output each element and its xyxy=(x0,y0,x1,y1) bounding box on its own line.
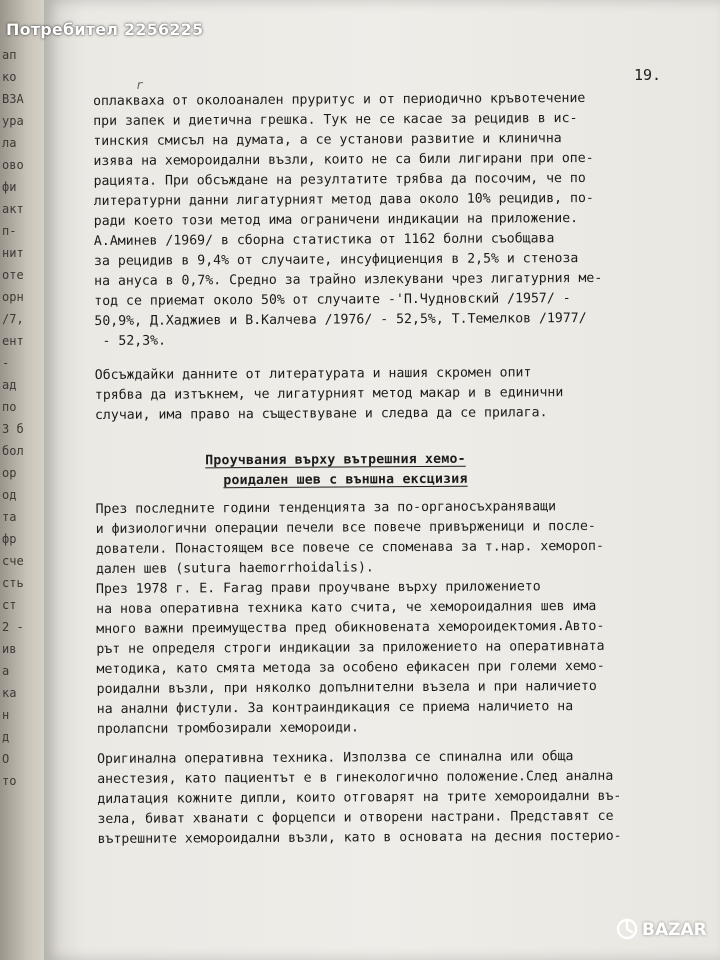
left-page-fragment: сче xyxy=(2,554,24,568)
left-page-edge xyxy=(0,0,46,960)
left-page-fragment: орн xyxy=(2,290,24,304)
left-page-fragment: а xyxy=(2,664,10,678)
paragraph-conclusion xyxy=(95,363,635,426)
left-page-fragment: та xyxy=(2,510,17,524)
heading-line: Проучвания върху вътрешния хемо- xyxy=(205,451,466,469)
page-body xyxy=(93,89,638,850)
left-page-fragment: ла xyxy=(2,136,17,150)
paragraph-statistics xyxy=(94,229,635,352)
left-page-fragment: /7, xyxy=(2,312,24,326)
left-page-fragment: акт xyxy=(2,202,24,216)
text-line: анестезия, като пациентът е в гинекологично положение.След анална xyxy=(97,768,614,787)
text-line: случаи, има право на съществуване и следва да се прилага. xyxy=(94,405,548,423)
left-page-fragment: 2 - xyxy=(2,620,24,634)
text-line: много важни преимущества пред обикновената хемороидектомия.Авто- xyxy=(96,618,605,637)
text-line: 50,9%, Д.Хаджиев и В.Калчева /1976/ - 52,5%, Т.Темелков /1977/ xyxy=(94,310,587,329)
left-page-fragment: ко xyxy=(2,70,17,84)
left-page-fragment: бол xyxy=(2,444,24,458)
text-line: През 1978 г. E. Farag прави проучване върху приложението xyxy=(95,579,541,597)
bazar-logo: BAZAR xyxy=(642,920,707,940)
left-page-fragment: ка xyxy=(2,686,17,700)
text-line: литературни данни лигатурният метод дава около 10% рецидив, по- xyxy=(93,190,594,209)
text-line: методика, като смята метода за особено ефикасен при големи хемо- xyxy=(96,658,605,677)
text-line: на анални фистули. За контраиндикация се приема наличието на xyxy=(96,699,574,717)
text-line: за рецидив в 9,4% от случаите, инсуфициенция в 2,5% и стеноза xyxy=(93,251,579,269)
left-page-fragment: ап xyxy=(2,48,17,62)
text-line: Оригинална оперативна техника. Използва се спинална или обща xyxy=(97,749,574,767)
left-page-fragment: - xyxy=(2,356,10,370)
paragraph-farag xyxy=(96,577,637,740)
left-page-fragment: од xyxy=(2,488,17,502)
user-watermark: Потребител 2256225 xyxy=(6,20,204,39)
left-page-fragment: фр xyxy=(2,532,17,546)
text-line: трябва да изтъкнем, че лигатурният метод макар и в единични xyxy=(94,385,564,403)
text-line: роидални възли, при няколко допълнителни възела и при наличието xyxy=(96,678,597,697)
text-line: вътрешните хемороидални възли, като в основата на десния постерио- xyxy=(97,828,622,847)
left-page-fragment: фи xyxy=(2,180,17,194)
text-line: при запек и диетична грешка. Тук не се касае за рецидив в ис- xyxy=(93,111,578,129)
heading-line: роидален шев с външна ексцизия xyxy=(223,471,468,489)
left-page-fragment: нит xyxy=(2,246,24,260)
left-page-fragment: ив xyxy=(2,642,17,656)
text-line: дователи. Понастоящем все повече се споменава за т.нар. хемороп- xyxy=(95,538,604,557)
left-page-fragment: н xyxy=(2,708,10,722)
text-line: рът не определя строги индикации за приложението на оперативната xyxy=(96,638,605,657)
text-line: на нова оперативна техника като счита, че хемороидалния шев има xyxy=(96,598,597,617)
left-page-fragment: д xyxy=(2,730,10,744)
text-line: тод се приемат около 50% от случаите -'П.Чудновский /1957/ - xyxy=(94,291,571,309)
left-page-fragment: ура xyxy=(2,114,24,128)
text-line: През последните години тенденцията за по-органосъхраняващи xyxy=(95,499,557,517)
left-page-fragment: по xyxy=(2,400,17,414)
left-page-fragment: ово xyxy=(2,158,24,172)
left-page-fragment: ад xyxy=(2,378,17,392)
page-margin-mark: r xyxy=(136,78,144,92)
text-line: оплакваха от околоанален пруритус и от периодично кръвотечение xyxy=(93,90,586,109)
left-page-fragment: п- xyxy=(2,224,17,238)
text-line: рацията. При обсъждане на резултатите трябва да посочим, че по xyxy=(93,170,586,189)
text-line: изява на хемороидални възли, които не са били лигирани при опе- xyxy=(93,150,594,169)
text-line: дален шев (sutura haemorrhoidalis). xyxy=(95,560,374,577)
text-line: зела, биват хванати с форцепси и отворени настрани. Представят се xyxy=(97,808,614,827)
text-line: дилатация кожните дипли, които отговарят на трите хемороидални въ- xyxy=(97,788,622,807)
left-page-fragment: сть xyxy=(2,576,24,590)
left-page-fragment: ор xyxy=(2,466,17,480)
text-line: ради което този метод има ограничени индикации на приложение. xyxy=(93,211,579,229)
bazar-logo-icon xyxy=(616,918,638,940)
text-line: тинския смисъл на думата, а се установи развитие и клинична xyxy=(93,131,562,149)
text-line: А.Аминев /1969/ в сборна статистика от 1162 болни съобщава xyxy=(93,231,555,249)
paragraph-technique xyxy=(97,747,638,850)
paragraph-recurrence xyxy=(93,89,634,232)
left-page-fragment: ент xyxy=(2,334,24,348)
left-page-fragment: оте xyxy=(2,268,24,282)
text-line: Обсъждайки данните от литературата и нашия скромен опит xyxy=(94,365,532,383)
text-line: на ануса в 0,7%. Средно за трайно излекувани чрез лигатурния ме- xyxy=(94,270,603,289)
paragraph-trends xyxy=(95,497,635,580)
left-page-fragment: 3 б xyxy=(2,422,24,436)
left-page-fragment: то xyxy=(2,774,17,788)
section-heading xyxy=(95,449,635,492)
left-page-fragment: ст xyxy=(2,598,17,612)
text-line: и физиологични операции печели все повече привърженици и после- xyxy=(95,518,596,537)
left-page-fragment: ВЗА xyxy=(2,92,24,106)
text-line: - 52,3%. xyxy=(102,333,167,349)
page-number: 19. xyxy=(634,66,662,84)
left-page-fragment: О xyxy=(2,752,10,766)
text-line: пролапсни тромбозирали хемороиди. xyxy=(96,720,359,737)
